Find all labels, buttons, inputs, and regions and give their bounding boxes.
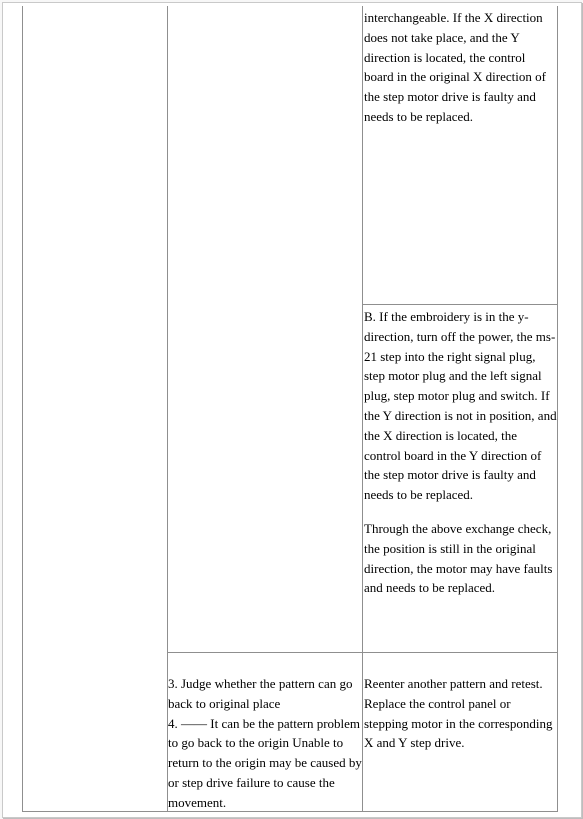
row3-col3-line-1: Reenter another pattern and retest. bbox=[364, 676, 543, 691]
row3-col2-cell bbox=[168, 674, 362, 811]
row-divider-1 bbox=[362, 304, 558, 305]
table-bottom-border bbox=[22, 811, 558, 812]
row1-col3-text: interchangeable. If the X direction does not take place, and the Y direction is located, the control board in the original X direction of the step motor drive is faulty and needs to be replaced. bbox=[364, 10, 546, 124]
table-left-border bbox=[22, 6, 23, 812]
row-divider-2 bbox=[167, 652, 558, 653]
row2-col3-paragraph-2: Through the above exchange check, the position is still in the original direction, the motor may have faults and needs to be replaced. bbox=[364, 520, 553, 596]
row3-col2-line-1: 3. Judge whether the pattern can go back to original place bbox=[168, 676, 353, 711]
row3-col3-cell bbox=[363, 674, 557, 811]
row3-col3-line-2: Replace the control panel or stepping motor in the corresponding X and Y step drive. bbox=[364, 695, 553, 751]
row1-col3-cell bbox=[363, 8, 557, 304]
row2-col3-paragraph-1: B. If the embroidery is in the y-direction, turn off the power, the ms-21 step into the right signal plug, step motor plug and the left signal plug, step motor plug and switch. If the Y direction is not in position, and the X direction is located, the control board in the Y direction of the step motor drive is faulty and needs to be replaced. bbox=[364, 309, 557, 503]
row2-col3-cell bbox=[363, 307, 557, 651]
table-right-border bbox=[557, 6, 558, 812]
row3-col2-line-2: 4. —— It can be the pattern problem to go back to the origin Unable to return to the origin may be caused by or step drive failure to cause the movement. bbox=[168, 715, 362, 810]
